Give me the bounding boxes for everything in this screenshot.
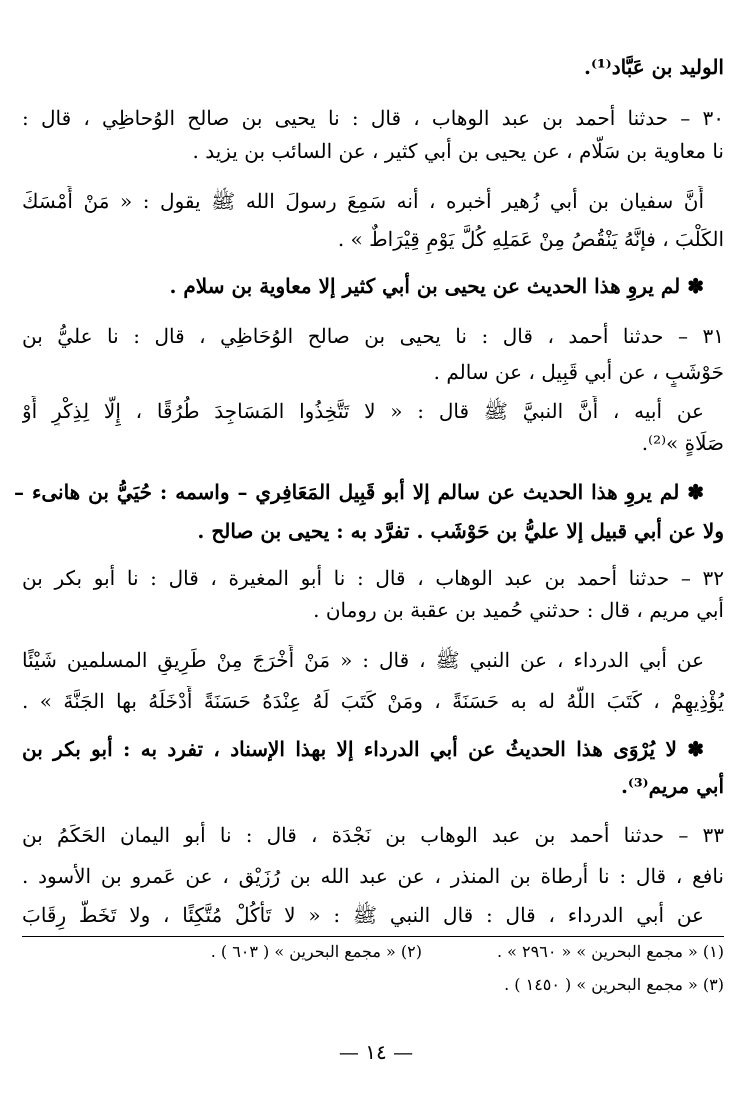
comment-line: ✽ لم يروِ هذا الحديث عن سالم إلا أبو قَبِيل المَعَافِري – واسمه : حُيَيُّ بن هانىء –	[14, 480, 704, 504]
text-line: الوليد بن عَبَّاد⁽¹⁾.	[584, 55, 724, 79]
text-line: الكَلْبَ ، فإنَّهُ يَنْقُصُ مِنْ عَمَلِهِ كُلَّ يَوْمٍ قِيْرَاطٌ » .	[337, 227, 724, 251]
text-line: عن أبيه ، أَنَّ النبيَّ ﷺ قال : « لا تَتَّخِذُوا المَسَاجِدَ طُرُقًا ، إِلَّا لِذِكْرٍ أَوْ	[22, 399, 704, 423]
hadith-32-line: ٣٢ – حدثنا أحمد بن عبد الوهاب ، قال : نا أبو المغيرة ، قال : نا أبو بكر بن	[22, 566, 724, 590]
footnote-2: (٢) « مجمع البحرين » ( ٦٠٣ ) .	[210, 942, 422, 961]
hadith-31-line: ٣١ – حدثنا أحمد ، قال : نا يحيى بن صالح الوُحَاظِي ، قال : نا عليُّ بن	[22, 324, 724, 348]
comment-line: ✽ لم يروِ هذا الحديث عن يحيى بن أبي كثير إلا معاوية بن سلام .	[169, 274, 704, 298]
text-line: عن أبي الدرداء ، قال : قال النبي ﷺ : « لا تَأْكُلْ مُتَّكِئًا ، ولا تَخَطَّ رِقَابَ	[22, 903, 704, 927]
comment-line: ولا عن أبي قبيل إلا عليُّ بن حَوْشَب . تفرَّد به : يحيى بن صالح .	[197, 519, 724, 543]
page-number: — ١٤ —	[338, 1040, 414, 1064]
footnote-1: (١) « مجمع البحرين » « ٢٩٦٠ » .	[497, 942, 724, 961]
text-line: أبي مريم ، قال : حدثني حُميد بن عقبة بن رومان .	[313, 598, 724, 622]
footnote-3: (٣) « مجمع البحرين » ( ١٤٥٠ ) .	[504, 975, 724, 994]
text-line: نافع ، قال : نا أرطاة بن المنذر ، عن عبد الله بن رُزَيْق ، عن عَمرو بن الأسود .	[22, 864, 724, 888]
comment-line: ✽ لا يُرْوَى هذا الحديثُ عن أبي الدرداء إلا بهذا الإسناد ، تفرد به : أبو بكر بن	[22, 737, 704, 761]
text-line: عن أبي الدرداء ، عن النبي ﷺ ، قال : « مَنْ أَخْرَجَ مِنْ طَرِيقِ المسلمين شَيْئًا	[22, 648, 704, 672]
hadith-30-line: ٣٠ – حدثنا أحمد بن عبد الوهاب ، قال : نا يحيى بن صالح الوُحاظِي ، قال :	[22, 106, 724, 130]
footnote-separator	[22, 936, 724, 937]
text-line: أَنَّ سفيان بن أبي زُهير أخبره ، أنه سَمِعَ رسولَ الله ﷺ يقول : « مَنْ أَمْسَكَ	[22, 189, 704, 213]
text-line: صَلَاةٍ »⁽²⁾.	[641, 431, 724, 455]
text-line: يُؤْذِيهِمْ ، كَتَبَ اللَّهُ له به حَسَنَةً ، ومَنْ كَتَبَ لَهُ عِنْدَهُ حَسَنَةً أَدْخَلَهُ بها الجَنَّةَ » .	[22, 689, 724, 713]
comment-line: أبي مريم⁽³⁾.	[620, 774, 724, 798]
text-line: حَوْشَبٍ ، عن أبي قَبِيل ، عن سالم .	[433, 360, 724, 384]
text-line: نا معاوية بن سَلَّام ، عن يحيى بن أبي كثير ، عن السائب بن يزيد .	[192, 139, 724, 163]
hadith-33-line: ٣٣ – حدثنا أحمد بن عبد الوهاب بن نَجْدَة ، قال : نا أبو اليمان الحَكَمُ بن	[22, 823, 724, 847]
